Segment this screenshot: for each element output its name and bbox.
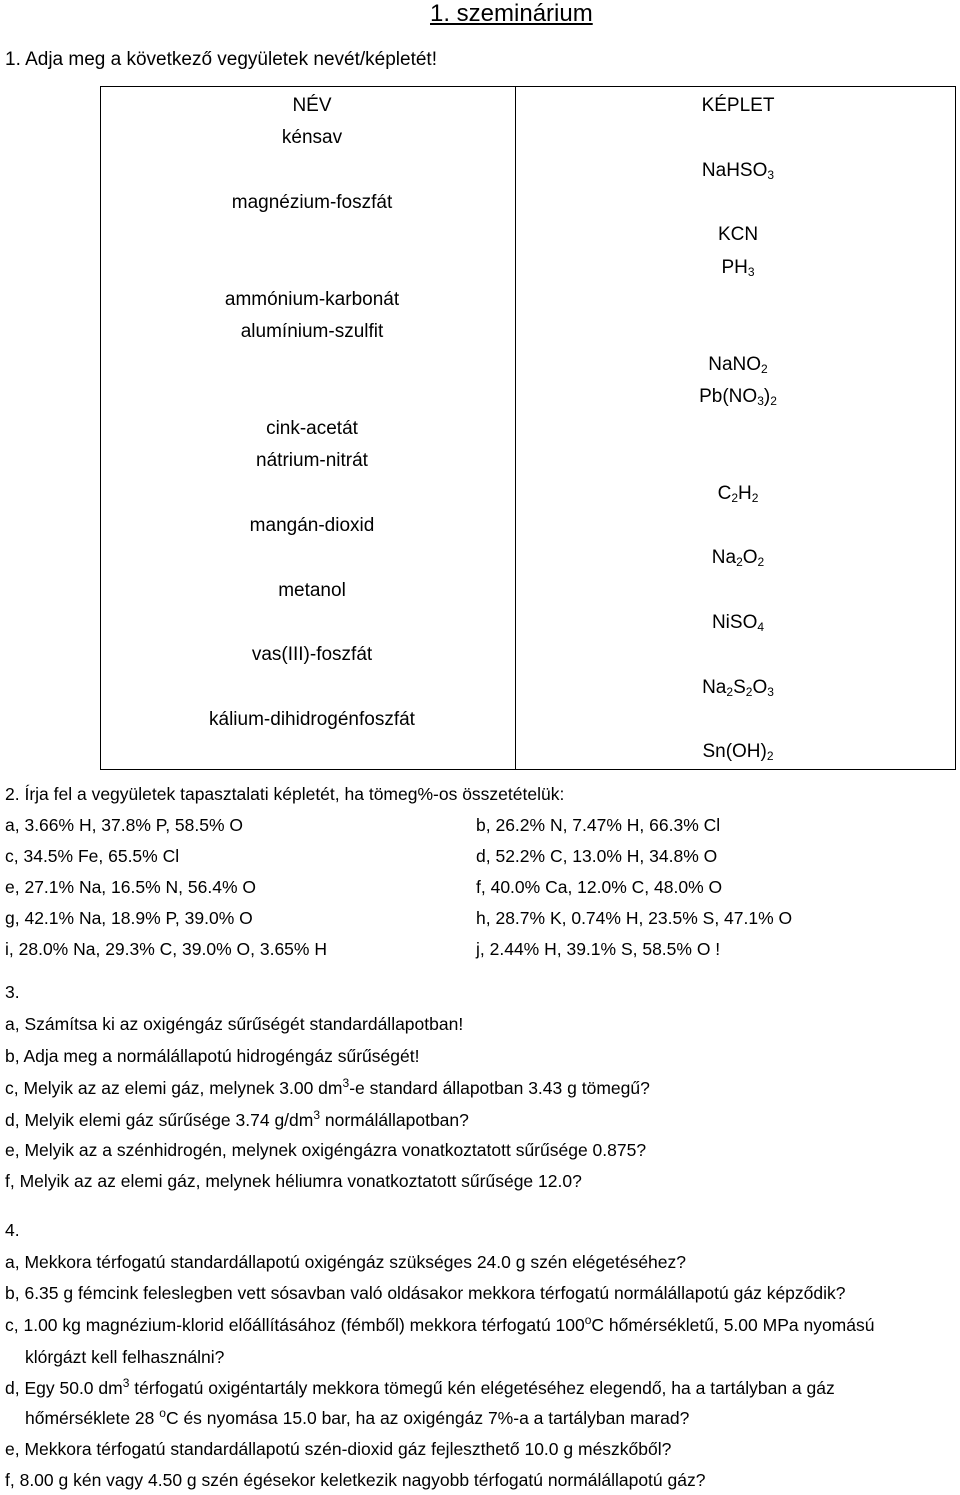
name-cell: ammónium-karbonát	[224, 289, 400, 310]
name-cell: alumínium-szulfit	[240, 321, 384, 342]
name-cell: magnézium-foszfát	[231, 192, 393, 213]
name-cell: mangán-dioxid	[249, 515, 375, 536]
table-divider	[515, 87, 516, 769]
composition-item: h, 28.7% K, 0.74% H, 23.5% S, 47.1% O	[476, 908, 793, 928]
formula-cell: $Pb(NO_3)_2$	[699, 386, 777, 408]
composition-item: b, 26.2% N, 7.47% H, 66.3% Cl	[476, 815, 721, 835]
composition-item: d, 52.2% C, 13.0% H, 34.8% O	[476, 846, 718, 866]
composition-item: a, 3.66% H, 37.8% P, 58.5% O	[5, 815, 244, 835]
formula-cell: NaHSO$_3$	[701, 160, 775, 182]
question-2-prompt: 2. Írja fel a vegyületek tapasztalati képletét, ha tömeg%-os összetételük:	[5, 784, 565, 804]
formula-cell: $Na_2O_2$	[711, 547, 765, 569]
question-4-number: 4.	[5, 1220, 20, 1240]
question-3e: e, Melyik az a szénhidrogén, melynek oxigéngázra vonatkoztatott sűrűsége 0.875?	[5, 1140, 647, 1160]
question-3f: f, Melyik az az elemi gáz, melynek héliumra vonatkoztatott sűrűsége 12.0?	[5, 1171, 582, 1191]
question-4e: e, Mekkora térfogatú standardállapotú szén-dioxid gáz fejleszthető 10.0 g mészkőből?	[5, 1439, 672, 1459]
question-4c-continued: klórgázt kell felhasználni?	[25, 1347, 225, 1367]
name-cell: cink-acetát	[266, 418, 358, 439]
composition-item: j, 2.44% H, 39.1% S, 58.5% O !	[476, 939, 721, 959]
name-column-header: NÉV	[292, 95, 332, 116]
composition-item: i, 28.0% Na, 29.3% C, 39.0% O, 3.65% H	[5, 939, 327, 959]
composition-item: g, 42.1% Na, 18.9% P, 39.0% O	[5, 908, 253, 928]
name-cell: kálium-dihidrogénfoszfát	[209, 709, 415, 730]
question-3d: d, Melyik elemi gáz sűrűsége 3.74 $g/dm^3$ normálállapotban?	[5, 1108, 469, 1130]
composition-item: f, 40.0% Ca, 12.0% C, 48.0% O	[476, 877, 723, 897]
formula-cell: KCN	[717, 224, 759, 245]
question-4b: b, 6.35 g fémcink feleslegben vett sósavban való oldásakor mekkora térfogatú normálállapotú gáz képződik?	[5, 1283, 846, 1303]
question-3a: a, Számítsa ki az oxigéngáz sűrűségét standardállapotban!	[5, 1014, 464, 1034]
formula-cell: $Sn(OH)_2$	[702, 741, 774, 763]
question-1-prompt: 1. Adja meg a következő vegyületek nevét/képletét!	[5, 49, 437, 70]
formula-cell: $PH_3$	[721, 257, 755, 279]
question-4f: f, 8.00 g kén vagy 4.50 g szén égésekor keletkezik nagyobb térfogatú normálállapotú gáz?	[5, 1470, 706, 1490]
question-4c: c, 1.00 kg magnézium-klorid előállításához (fémből) mekkora térfogatú 100$^o$C hőmérsékletű, 5.00 MPa nyomású	[5, 1313, 875, 1335]
compound-table	[100, 86, 956, 770]
question-3-number: 3.	[5, 982, 20, 1002]
formula-cell: $C_2H_2$	[717, 483, 759, 505]
name-cell: nátrium-nitrát	[256, 450, 368, 471]
page-title: 1. szeminárium	[430, 0, 593, 27]
name-cell: metanol	[278, 580, 346, 601]
question-3c: c, Melyik az az elemi gáz, melynek 3.00 $dm^3-e$ standard állapotban 3.43 g tömegű?	[5, 1076, 650, 1098]
question-4a: a, Mekkora térfogatú standardállapotú oxigéngáz szükséges 24.0 g szén elégetéséhez?	[5, 1252, 687, 1272]
formula-cell: NaNO$_2$	[708, 354, 768, 376]
question-4d: d, Egy 50.0 $dm^3$ térfogatú oxigéntartály mekkora tömegű kén elégetéséhez elegendő, ha a tartályban a gáz	[5, 1376, 835, 1398]
formula-column-header: KÉPLET	[701, 95, 775, 116]
composition-item: c, 34.5% Fe, 65.5% Cl	[5, 846, 180, 866]
question-3b: b, Adja meg a normálállapotú hidrogéngáz sűrűségét!	[5, 1046, 420, 1066]
name-cell: kénsav	[281, 127, 343, 148]
formula-cell: NiSO$_4$	[711, 612, 765, 634]
question-4d-continued: hőmérséklete 28 $^o$C és nyomása 15.0 bar, ha az oxigéngáz 7%-a a tartályban marad?	[25, 1406, 690, 1428]
name-cell: vas(III)-foszfát	[251, 644, 373, 665]
composition-item: e, 27.1% Na, 16.5% N, 56.4% O	[5, 877, 256, 897]
formula-cell: $Na_2S_2O_3$	[702, 677, 774, 699]
